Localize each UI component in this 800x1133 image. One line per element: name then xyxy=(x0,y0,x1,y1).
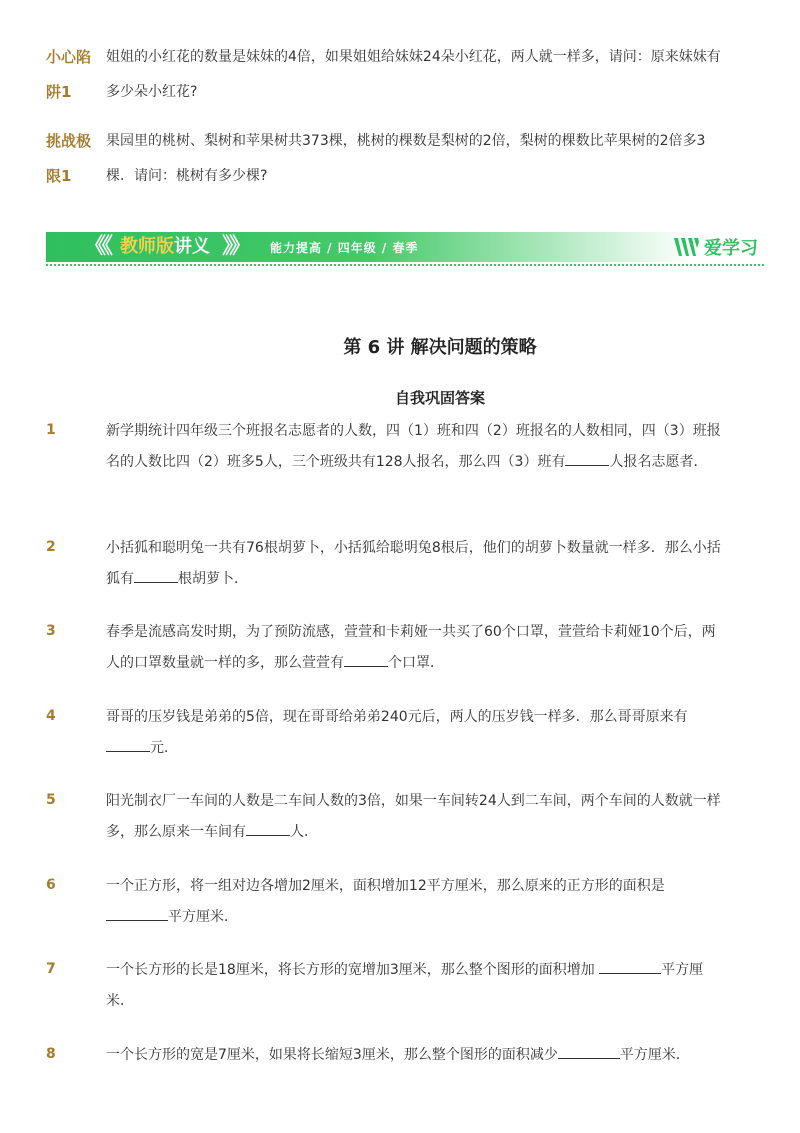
answer-blank[interactable] xyxy=(134,567,178,583)
banner-dotted-line xyxy=(46,264,764,266)
banner-title-a: 教师版 xyxy=(120,236,174,257)
question-text: 一个长方形的长是18厘米，将长方形的宽增加3厘米，那么整个图形的面积增加 平方厘米． xyxy=(106,955,721,1017)
question-number: 1 xyxy=(46,422,56,438)
answer-blank[interactable] xyxy=(246,820,290,836)
question-number: 7 xyxy=(46,961,56,977)
question-number: 2 xyxy=(46,539,56,555)
header-banner xyxy=(46,232,764,266)
problem-text: 姐姐的小红花的数量是妹妹的4倍，如果姐姐给妹妹24朵小红花，两人就一样多，请问：原来妹妹有多少朵小红花? xyxy=(106,49,721,100)
answer-blank[interactable] xyxy=(106,905,168,921)
question-number: 8 xyxy=(46,1046,56,1062)
banner-title-b: 讲义 xyxy=(174,236,210,257)
question-text: 阳光制衣厂一车间的人数是二车间人数的3倍，如果一车间转24人到二车间，两个车间的人数就一样多，那么原来一车间有 人． xyxy=(106,793,721,840)
brand-mark-icon xyxy=(672,236,700,258)
answer-blank[interactable] xyxy=(565,450,609,466)
question-text: 一个长方形的宽是7厘米，如果将长缩短3厘米，那么整个图形的面积减少 平方厘米． xyxy=(106,1040,721,1071)
chevron-right-icon: 》》 xyxy=(222,234,248,259)
question-text: 一个正方形，将一组对边各增加2厘米，面积增加12平方厘米，那么原来的正方形的面积是平方厘米． xyxy=(106,878,665,925)
answer-blank[interactable] xyxy=(558,1043,620,1059)
answer-blank[interactable] xyxy=(599,958,661,974)
problem-tag: 挑战极限1 xyxy=(46,132,92,185)
question-number: 5 xyxy=(46,792,56,808)
answer-blank[interactable] xyxy=(106,736,150,752)
question-number: 4 xyxy=(46,708,56,724)
question-text: 新学期统计四年级三个班报名志愿者的人数，四（1）班和四（2）班报名的人数相同，四（3）班报名的人数比四（2）班多5人，三个班级共有128人报名，那么四（3）班有 人报名志愿者． xyxy=(106,423,721,470)
brand-logo xyxy=(672,234,758,260)
question-text: 小括狐和聪明兔一共有76根胡萝卜，小括狐给聪明兔8根后，他们的胡萝卜数量就一样多．那么小括狐有 根胡萝卜． xyxy=(106,540,721,587)
brand-name: 爱学习 xyxy=(704,238,758,259)
question-text: 春季是流感高发时期，为了预防流感，萱萱和卡莉娅一共买了60个口罩，萱萱给卡莉娅10个后，两人的口罩数量就一样的多，那么萱萱有 个口罩． xyxy=(106,624,716,671)
lecture-title: 第 6 讲 解决问题的策略 xyxy=(343,337,537,358)
answer-blank[interactable] xyxy=(344,651,388,667)
banner-title xyxy=(120,236,210,258)
problem-tag: 小心陷阱1 xyxy=(46,48,92,101)
section-title: 自我巩固答案 xyxy=(394,389,485,407)
question-number: 6 xyxy=(46,877,56,893)
problem-text: 果园里的桃树、梨树和苹果树共373棵，桃树的棵数是梨树的2倍，梨树的棵数比苹果树的2倍多3棵．请问：桃树有多少棵? xyxy=(106,133,706,184)
question-number: 3 xyxy=(46,623,56,639)
chevron-left-icon: 《《 xyxy=(84,234,110,259)
banner-subtitle: 能力提高 / 四年级 / 春季 xyxy=(270,241,419,255)
question-text: 哥哥的压岁钱是弟弟的5倍，现在哥哥给弟弟240元后，两人的压岁钱一样多．那么哥哥原来有元． xyxy=(106,709,688,756)
